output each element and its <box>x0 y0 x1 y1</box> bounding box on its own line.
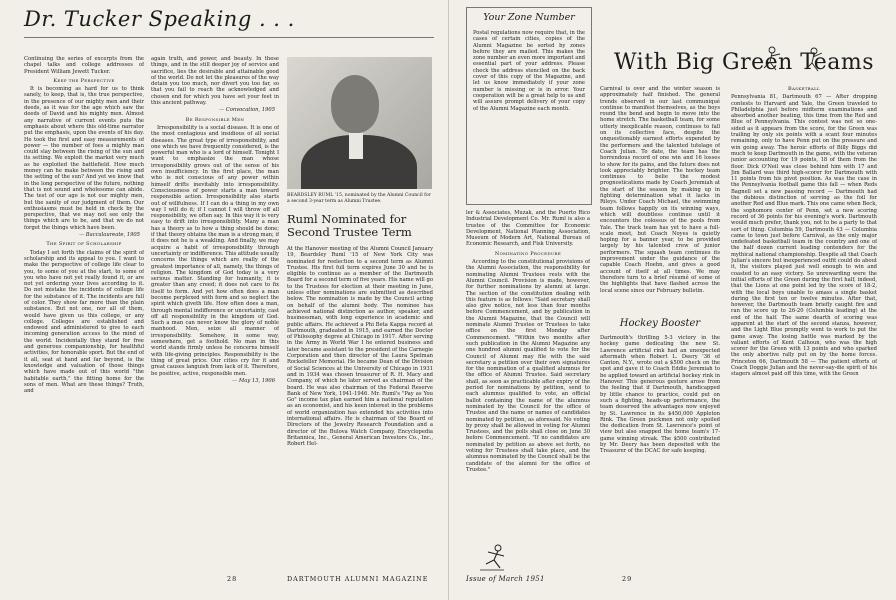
ruml-portrait-collar <box>349 133 363 159</box>
ruml-continued-column <box>466 210 590 540</box>
responsible-attribution: — May 13, 1906 <box>232 377 275 384</box>
hockey-title: Hockey Booster <box>619 318 701 329</box>
scholarship-continuation: again truth, and power, and beauty. In these things, and in the still deeper joy of service and sacrifice, lies the desirable and attainable good of the world. Do not let the pleasures of the way detain you too much, nor divert you too far, so that you fail to reach the acknowledged and chosen end for which you have set your feet in this ancient pathway. <box>151 56 279 107</box>
zone-body: Postal regulations now require that, in the cases of certain cities, copies of the Alumni Magazine be sorted by zones before they are mailed. This makes the zone number an even more important and essential part of your address. Please check the address stenciled on the back cover of this copy of the Magazine, and let us know immediately if your zone number is missing or is in error. Your cooperation will be a great help to us and will assure prompt delivery of your copy of the Alumni Magazine each month. <box>473 30 585 112</box>
tucker-column-1 <box>24 56 144 571</box>
perspective-heading: Keep the Perspective <box>53 77 115 84</box>
ruml-continued-body: ler & Associates, Muzak, and the Puerto Rico Industrial Development Co. Mr. Ruml is also a trustee of the Committee for Economic Development, National Planning Association, Museum of Modern Art, National Bureau of Economic Research, and Fisk University. <box>466 210 590 248</box>
tucker-intro: Continuing the series of excerpts from the chapel talks and college addresses of President William Jewett Tucker. <box>24 56 144 75</box>
responsible-heading: Be Responsible Men <box>185 116 245 123</box>
perspective-attribution: — Baccalaureate, 1905 <box>78 232 140 239</box>
nominating-body: According to the constitutional provisions of the Alumni Association, the responsibility for nominating Alumni Trustees rests with the Alumni Council. Provision is made, however, for further nominations by alumni at large. The section of the constitution dealing with this feature is as follows: "Said secretary shall also give notice, not less than four months before Commencement, and by publication in the Alumni Magazine, that the Council will nominate Alumni Trustee or Trustees to take office on the first Monday after Commencement. "Within two months after such publication in the Alumni Magazine any one hundred alumni qualified to vote for the Council of Alumni may file with the said secretary a petition over their own signatures for the nomination of a qualified alumnus for the office of Alumni Trustee. Said secretary shall, as soon as practicable after expiry of the period for nominations by petition, send to each alumnus qualified to vote, an official ballot containing the name of the alumnus nominated by the Council for the office of Trustee and the name or names of candidates nominated by petition, as aforesaid. No voting by proxy shall be allowed in voting for Alumni Trustees, and the polls shall close on June 30 before Commencement. "If no candidates are nominated by petition as above set forth, no voting for Trustees shall take place, and the alumnus nominated by the Council shall be the candidate of the alumni for the office of Trustee." <box>466 259 590 473</box>
perspective-body: It is becoming as hard for us to think sanely, to keep, that is, the true perspective, in the presence of our mighty men and their deeds, as it was for the age which saw the deeds of David and his mighty men. Almost any narrative of current events puts the emphasis about where this old-time narrator put the emphasis, upon the events of his day. He took the first and easy measurements of power — the number of foes a mighty man could slay between the rising of the sun and its setting. We exploit the market very much as he exploited the battlefield. How much money can he make between the rising and the setting of the sun? And yet we know that in the long perspective of the future, nothing that is not sound and wholesome can abide. The test of our age is not our mighty men, but the sanity of our judgment of them. Our enthusiasms must be held in check by the perspective, that we may not see only the things which are to be, and that we do not forget the things which have been. <box>24 86 144 231</box>
right-footer-issue: Issue of March 1951 <box>466 575 545 583</box>
ruml-photo-caption: BEARDSLEY RUML '15, nominated by the Alumni Council for a second 3-year term as Alumni Trustee. <box>287 193 431 204</box>
ruml-photo <box>287 57 432 189</box>
green-teams-title: With Big Green Teams <box>613 50 875 75</box>
right-page-number: 29 <box>622 575 633 583</box>
hockey-body: Dartmouth's thrilling 5-3 victory in the hockey game dedicating the new St. Lawrence artificial rink had an unexpected aftermath when Robert L. Deery '36 of Canton, N.Y., wrote out a $500 check on the spot and gave it to Coach Eddie Jeremiah to be applied toward an artificial hockey rink in Hanover. This generous gesture arose from the feeling that if Dartmouth, handicapped by little chance to practice, could put on such a fighting, heads-up performance, the team deserved the advantages now enjoyed by St. Lawrence in its $450,000 Appleton Rink. The Green puckmen not only spoiled the dedication from St. Lawrence's point of view but also snapped the home team's 17-game winning streak. The $500 contributed by Mr. Deery has been deposited with the Treasurer of the DCAC for safe keeping. <box>600 335 720 455</box>
skater-sketch <box>474 542 510 574</box>
responsible-body: Irresponsibility is a social disease. It is one of the most contagious and insidious of all social diseases. The great type of irresponsibility, and one which we have frequently considered, is the powerful man who is a lord of himself. Tonight I want to emphasize the man whose irresponsibility grows out of the sense of his own insufficiency. In the first place, the man who is not conscious of any power within himself drifts inevitably into irresponsibility. Consciousness of power starts a man toward responsible action. Irresponsibility also starts out of willfulness. If I can do a thing in my own way I will do it; if I cannot I will throw off all responsibility, we often say. In this way it is very easy to drift into irresponsibility. Many a man has a theory as to how a thing should be done; if that theory obtains the man is a strong man; if it does not he is a weakling. And finally, we may acquire a habit of irresponsibility through uncertainty or indifference. This attitude usually concerns the things which are really of the greatest importance of all, namely, the things of religion. The kingdom of God today is a very serious matter. Standing for humanity, it is greater than any creed; it does not care to fix itself to form. And yet how often does a man become perplexed with form and so neglect the spirit which giveth life. How often does a man, through mental indifference or uncertainty, cast off all responsibility in the kingdom of God. Such a man can never know the glory of noble manhood. Men, seize all manner of irresponsibility. Somehow, in some way, somewhere, get a foothold. No man in this world stands firmly unless he concerns himself with life-giving principles. Responsibility is the thing of great price. Our cities cry for it and great causes languish from lack of it. Therefore, be positive, active, responsible men. <box>151 124 279 377</box>
title-rule <box>24 37 434 38</box>
scholarship-body: Today I set forth the claims of the spirit of scholarship and its appeal to you. I want to make the perspective of college life clear to you, to some of you at the start, to some of you who have not yet really found it, or are not yet ordering your lives according to it. Do not mistake the incidents of college life for the substance of it. The incidents are full of color. They show far more than the plain substance. But not one, nor all of them, would have given us this college, or any college. Colleges are established and endowed and administered to give to each incoming generation access to the mind of the world. Incidentally they stand for free and generous companionship, for healthful activities, for honorable sport. But the end of it all, seat at hand and far beyond, is the knowledge and valuation of those things which have made out of this world "the habitable earth," the fitting home for the sons of men. What are these things? Truth, and <box>24 249 144 395</box>
scholarship-heading: The Spirit of Scholarship <box>46 241 122 248</box>
ruml-headline: Ruml Nominated for Second Trustee Term <box>287 212 412 239</box>
ruml-portrait-head <box>331 75 379 133</box>
green-teams-sketch <box>760 42 830 76</box>
left-page-number: 28 <box>227 575 238 583</box>
green-teams-intro: Carnival is over and the winter season is approximately half finished. The general trends observed in our last communiqué continue to manifest themselves, as the boys round the bend and begin to move into the home stretch. The basketball team, for some utterly inexplicable reason, continues to fall on its collective face, despite the unquestionably earnest efforts expended by the performers and the talented tutelage of Coach Julian. To date, the team has the horrendous record of one win and 16 losses to show for its pains, and the future does not look appreciably brighter. The hockey team continues to belie the modest prognostications made by Coach Jeremiah at the start of the season by making up in fighting determination what it lacks in Rileys. Under Coach Michael, the swimming team follows happily on its winning ways, which will doubtless continue until it encounters the colossus of the pools from Yale. The track team has yet to have a full-scale meet, but Coach Noyes is quietly hoping for a banner year, to be provided largely by his talented crew of junior performers. The squash team continues its improvement under the guidance of the capable Coach Hoehn, and gives a good account of itself at all times. We may therefore turn to a brief résumé of some of the highlights that have flashed across the local scene since our February bulletin. <box>600 86 720 294</box>
convocation-attribution: — Convocation, 1905 <box>218 107 275 114</box>
zone-box <box>466 7 592 205</box>
tucker-column-2 <box>151 56 279 571</box>
zone-title: Your Zone Number <box>483 12 575 23</box>
left-footer-magazine: DARTMOUTH ALUMNI MAGAZINE <box>287 575 429 583</box>
nominating-heading: Nominating Procedure <box>494 250 562 257</box>
tucker-title: Dr. Tucker Speaking . . . <box>24 7 295 31</box>
page-spine <box>448 0 449 600</box>
basketball-column <box>731 86 877 571</box>
basketball-body: Pennsylvania 81, Dartmouth 67 — After dropping contests to Harvard and Yale, the Green traveled to Philadelphia just before midterm examinations and absorbed another beating, this time from the Red and Blue of Pennsylvania. This contest was not so one-sided as it appears from the score, for the Green was trailing by only six points with a scant four minutes remaining, only to have Penn put on the pressure and win going away. The heroic efforts of Billy Biggs did much to keep Dartmouth in the game, with the veteran junior accounting for 19 points, 18 of them from the floor. Dick O'Neil was close behind him with 17 and Jim Ballard was third high-scorer for Dartmouth with 11 points from his pivot position. As was the case in the Pennsylvania football game this fall — when Reds Bagnell set a new passing record — Dartmouth had the dubious distinction of serving as the foil for another Red and Blue mark. This one came when Beck, the sophomore center of Penn, set a new scoring record of 36 points for his evening's work. Dartmouth would much prefer, thank you, not to be a party to that sort of thing. Columbia 59, Dartmouth 43 — Columbia came to town just before Carnival, as the only major undefeated basketball team in the country and one of the half dozen current leading contenders for the mythical national championship. Despite all that Coach Julian's sincere but inexperienced outfit could do about it, the visitors played just well enough to win and coasted to an easy victory. So unrewarding were the initial efforts of the Green during the first half, indeed, that the Lions at one point led by the score of 18-2, with the local boys unable to amass a single basket during the first ten or twelve minutes. After that, however, the Dartmouth team briefly caught fire and ran the score up to 26-20 (Columbia leading) at the end of the half. The same dearth of scoring was apparent at the start of the second stanza, however, and the Light Blue promptly went to work to put the game away. The losing battle was marked by the valiant efforts of Kent Calhoun, who was the high scorer for the Green with 13 points and who sparked the only abortive rally put on by the home forces. Princeton 66, Dartmouth 58 — The patient efforts of Coach Doggie Julian and the never-say-die spirit of his stagers almost paid off this time, with the Green <box>731 94 877 378</box>
ruml-body: At the Hanover meeting of the Alumni Council January 19, Beardsley Ruml '15 of New York City was nominated for reelection to a second term as Alumni Trustee. His first full term expires June 30 and he is eligible to continue as a member of the Dartmouth Board for a second term of five years. His name will go to the Trustees for election at their meeting in June, unless other nominations are submitted as described below. The nomination is made by the Council acting on behalf of the alumni body. The nominee has achieved national distinction as author, speaker, and businessman, with long experience in academic and public affairs. He achieved a Phi Beta Kappa record at Dartmouth, graduated in 1915, and earned the Doctor of Philosophy degree at Chicago in 1917. After serving in the Army in World War I he entered business and later became assistant to the president of the Carnegie Corporation and then director of the Laura Spelman Rockefeller Memorial. He became Dean of the Division of Social Sciences at the University of Chicago in 1931 and in 1934 was chosen treasurer of R. H. Macy and Company, of which he later served as chairman of the board. He was also chairman of the Federal Reserve Bank of New York, 1941-1946. Mr. Ruml's "Pay as You Go" income tax plan earned him a national reputation as an economist, and his keen interest in the problems of world organization has extended his activities into international affairs. He is chairman of the Board of Directors of the Jewelry Research Foundation and a director of the Bulova Watch Company, Encyclopedia Britannica, Inc., General American Investors Co., Inc., Robert Hel- <box>287 246 433 448</box>
basketball-heading: Basketball <box>787 86 821 92</box>
